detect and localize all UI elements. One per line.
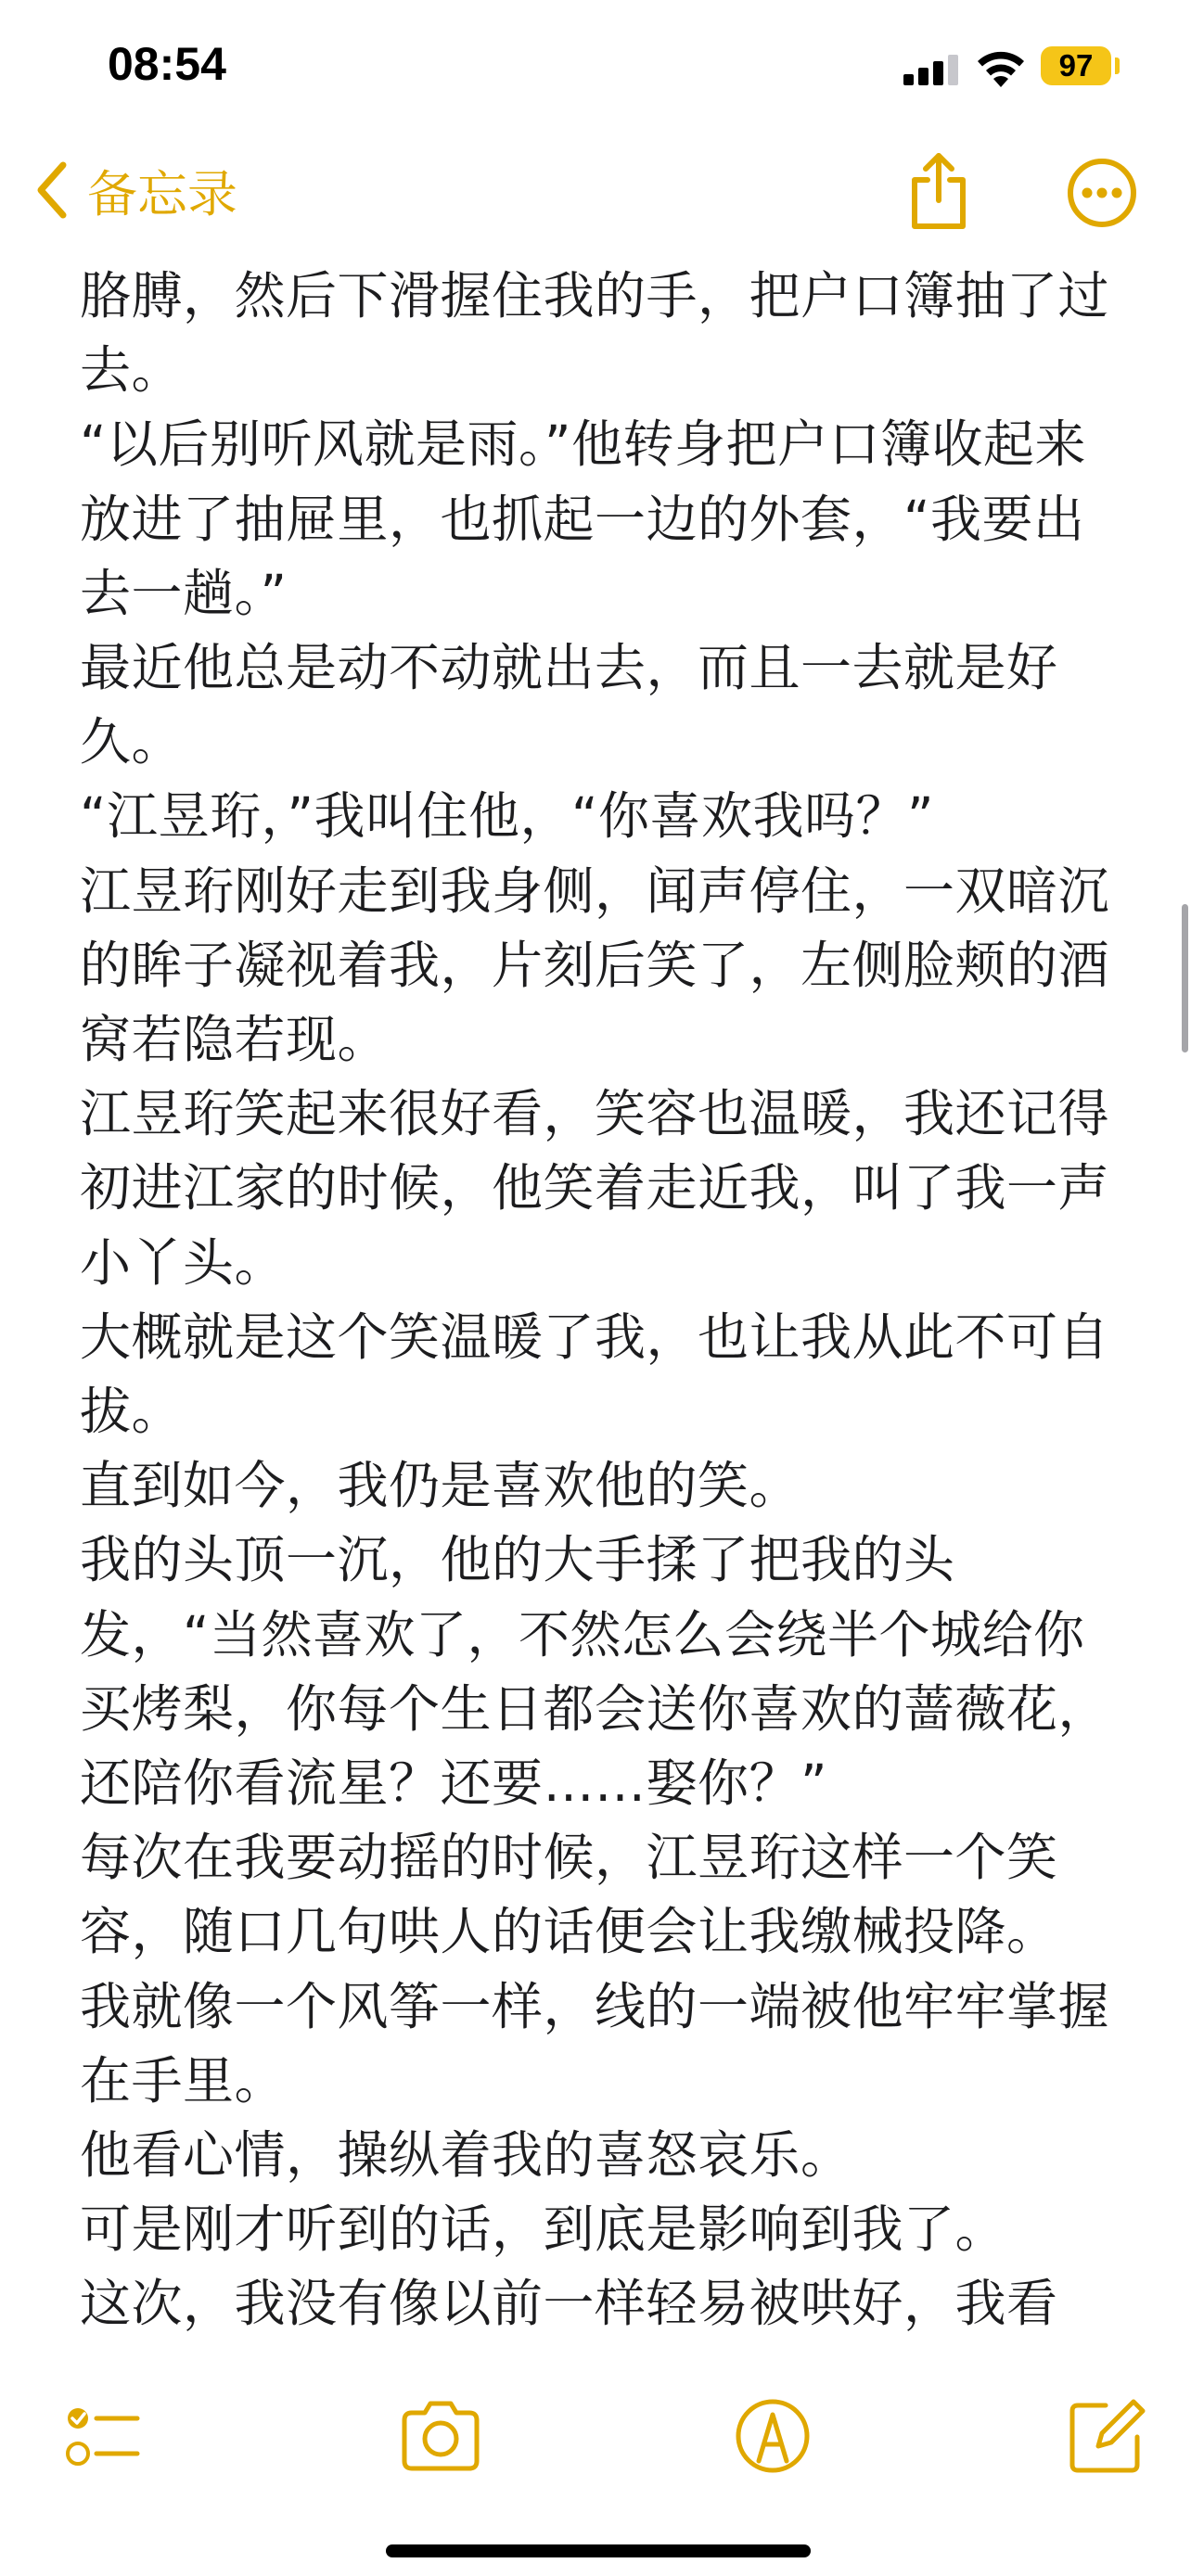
wifi-icon (974, 48, 1028, 89)
markup-pen-icon[interactable] (731, 2394, 814, 2478)
note-paragraph: 江昱珩笑起来很好看，笑容也温暖，我还记得初进江家的时候，他笑着走近我，叫了我一声小丫头。 (80, 1084, 1110, 1293)
bottom-toolbar (0, 2337, 1191, 2522)
note-paragraph: 大概就是这个笑温暖了我，也让我从此不可自拔。 (80, 1307, 1110, 1442)
note-paragraph: 最近他总是动不动就出去，而且一去就是好久。 (80, 638, 1058, 772)
battery-tip (1115, 57, 1120, 74)
back-label: 备忘录 (87, 164, 237, 223)
note-paragraph: 这次，我没有像以前一样轻易被哄好，我看 (80, 2274, 1058, 2334)
scroll-indicator[interactable] (1182, 904, 1188, 1052)
note-paragraph: “江昱珩，”我叫住他，“你喜欢我吗？” (80, 786, 934, 847)
status-bar (0, 0, 1191, 130)
ellipsis-circle-icon[interactable] (1065, 156, 1139, 230)
chevron-left-icon (33, 159, 69, 221)
camera-icon[interactable] (399, 2394, 482, 2478)
note-paragraph: 可是刚才听到的话，到底是影响到我了。 (80, 2200, 1007, 2260)
home-indicator[interactable] (386, 2544, 811, 2557)
compose-icon[interactable] (1065, 2394, 1148, 2478)
battery-icon: 97 (1041, 46, 1111, 85)
checklist-icon[interactable] (61, 2394, 145, 2478)
nav-bar (0, 130, 1191, 250)
note-paragraph: 我的头顶一沉，他的大手揉了把我的头发，“当然喜欢了，不然怎么会绕半个城给你买烤梨，你每个生日都会送你喜欢的蔷薇花，还陪你看流星？还要……娶你？” (80, 1530, 1110, 1814)
note-paragraph: 他看心情，操纵着我的喜怒哀乐。 (80, 2125, 852, 2186)
note-body[interactable] (80, 259, 1119, 2340)
note-paragraph: 江昱珩刚好走到我身侧，闻声停住，一双暗沉的眸子凝视着我，片刻后笑了，左侧脸颊的酒窝若隐若现。 (80, 861, 1110, 1070)
note-paragraph: 直到如今，我仍是喜欢他的笑。 (80, 1456, 801, 1516)
share-icon[interactable] (902, 148, 976, 232)
note-paragraph: 胳膊，然后下滑握住我的手，把户口簿抽了过去。 (80, 266, 1110, 401)
note-paragraph: “以后别听风就是雨。”他转身把户口簿收起来放进了抽屉里，也抓起一边的外套，“我要出去一趟。” (80, 414, 1086, 623)
note-paragraph: 每次在我要动摇的时候，江昱珩这样一个笑容，随口几句哄人的话便会让我缴械投降。 (80, 1828, 1058, 1962)
back-button[interactable] (33, 158, 237, 223)
note-paragraph: 我就像一个风筝一样，线的一端被他牢牢掌握在手里。 (80, 1976, 1110, 2111)
cellular-signal-icon (903, 54, 961, 85)
status-time: 08:54 (108, 38, 226, 90)
